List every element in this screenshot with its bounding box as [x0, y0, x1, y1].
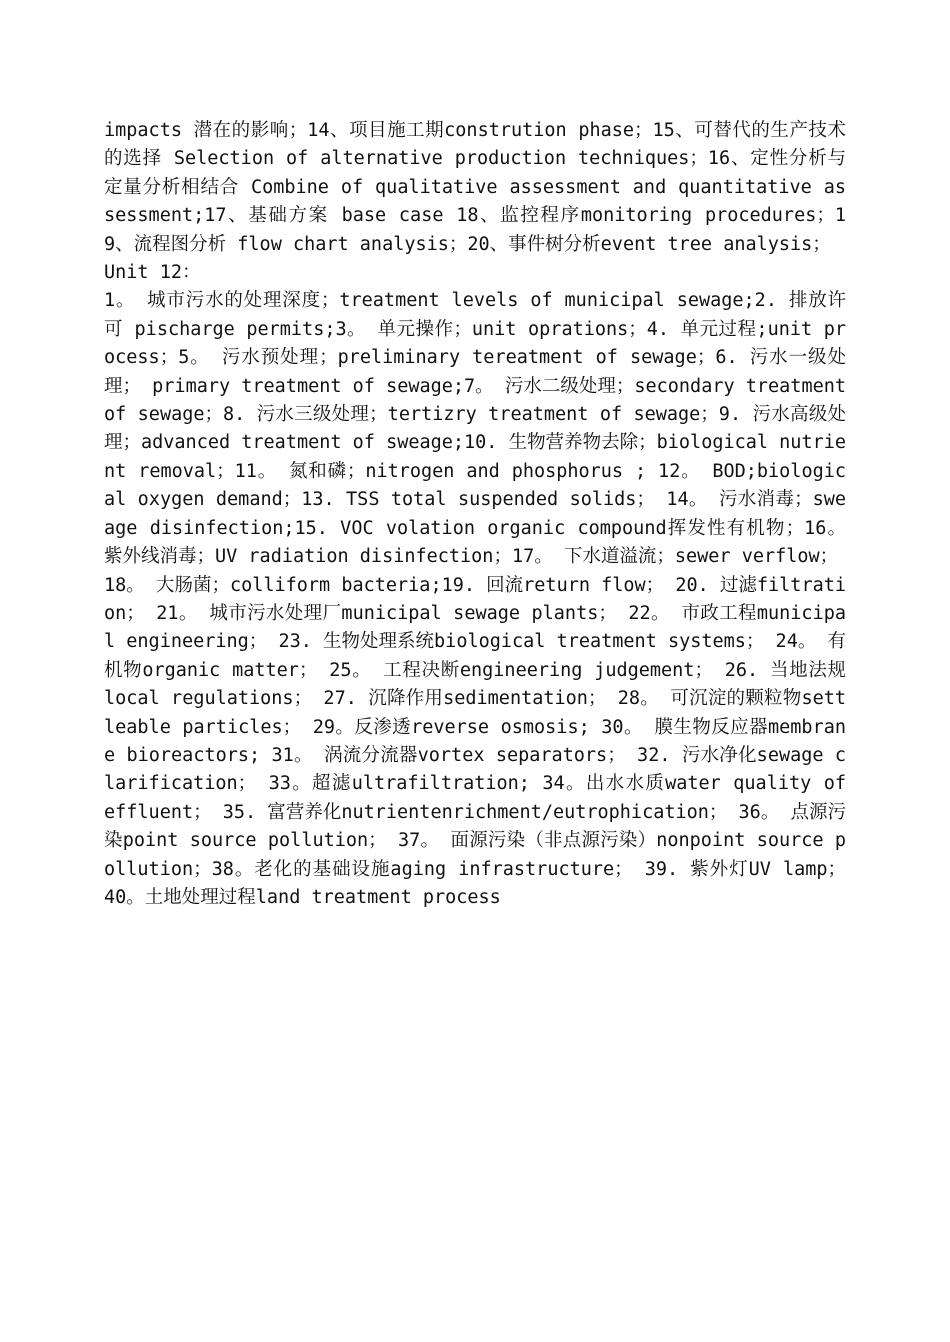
unit-paragraph-1: 1。 城市污水的处理深度；treatment levels of municipal sewage;2. 排放许可 pischarge permits;3。 单元操作；unit oprations；4. 单元过程;unit process；5。 污水预处理；preliminary tereatment of sewage；6. 污水一级处理； primary treatment of sewage;7。 污水二级处理；secondary treatment of sewage；8. 污水三级处理；tertizry treatment of sewage；9. 污水高级处理；advanced treatment of sweage;10. 生物营养物去除；biological nutrient removal；11。 氮和磷；nitrogen and phosphorus ; 12。 BOD;biological oxygen demand；13. TSS total suspended solids； 14。 污水消毒；sweage disinfection;15. VOC volation organic compound挥发性有机物；16。 紫外线消毒；UV radiation disinfection；17。 下水道溢流；sewer verflow；: [104, 290, 846, 568]
unit-heading: Unit 12：: [104, 262, 201, 284]
unit-paragraph-2: 18。 大肠菌；colliform bacteria;19. 回流return flow； 20. 过滤filtration； 21。 城市污水处理厂municipal sewage plants； 22。 市政工程municipal engineering； 23. 生物处理系统biological treatment systems； 24。 有机物organic matter； 25。 工程决断engineering judgement； 26. 当地法规 local regulations； 27. 沉降作用sedimentation； 28。 可沉淀的颗粒物settleable particles； 29。反渗透reverse osmosis; 30。 膜生物反应器membrane bioreactors; 31。 涡流分流器vortex separators； 32. 污水净化sewage clarification； 33。超滤ultrafiltration; 34。出水水质water quality of effluent； 35. 富营养化nutrientenrichment/eutrophication； 36。 点源污染point source pollution； 37。 面源污染（非点源污染）nonpoint source pollution；38。老化的基础设施aging infrastructure； 39. 紫外灯UV lamp； 40。土地处理过程land treatment process: [104, 574, 846, 908]
intro-paragraph: impacts 潜在的影响；14、项目施工期constrution phase；15、可替代的生产技术的选择 Selection of alternative production techniques；16、定性分析与定量分析相结合 Combine of qualitative assessment and quantitative assessment;17、基础方案 base case 18、监控程序monitoring procedures；19、流程图分析 flow chart analysis；20、事件树分析event tree analysis；: [104, 120, 846, 255]
document-page: [104, 117, 846, 912]
